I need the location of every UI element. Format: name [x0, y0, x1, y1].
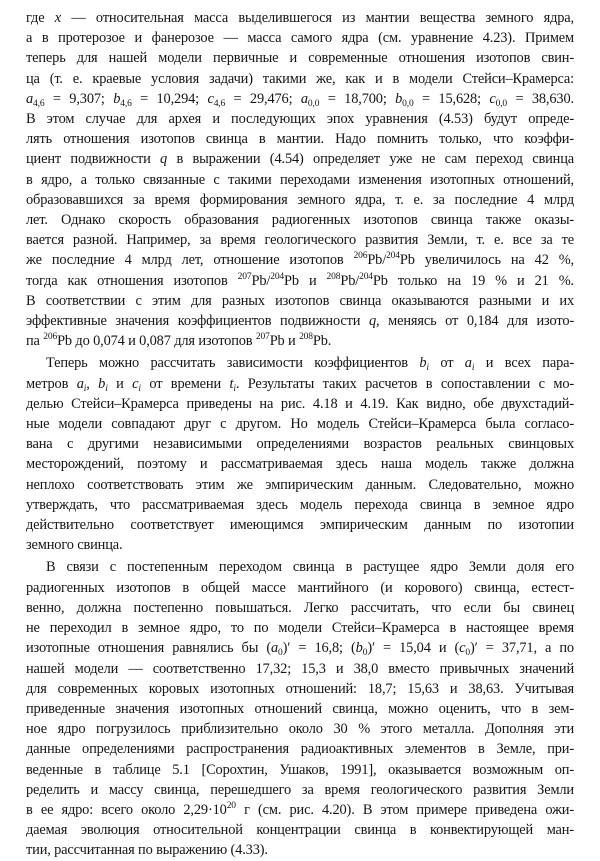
text-line: не переходил в земное ядро, то по модели Стейси–Крамерса в настоящее время [26, 620, 574, 637]
text-line: приведенные значения изотопных отношений свинца, можно оценить, что в зем- [26, 700, 574, 717]
text-line: венно, должна постепенно повышаться. Легко рассчитать, что если бы свинец [26, 599, 574, 616]
text-line: В этом случае для архея и последующих эпох уравнения (4.53) будут опреде- [26, 111, 574, 128]
text-line-coefficients: $a_{4,6} = 9,307$; $b_{4,6} = 10,294$; $c_{4,6} = 29,476$; $a_{0,0} = 18,700$; $b_{0,0} = 15,628$; $c_{0,0} = 38,630$. [26, 90, 574, 109]
text-line: а в протерозое и фанерозое — масса самого ядра (см. уравнение 4.23). Примем [26, 30, 574, 47]
text-line: вается разной. Например, за время геологического развития Земли, т. е. все за те [26, 232, 574, 249]
text-line: лет. Однако скорость образования радиогенных изотопов свинца также оказы- [26, 212, 574, 229]
text-line: тии, рассчитанная по выражению (4.33). [26, 842, 268, 859]
text-line: В связи с постепенным переходом свинца в растущее ядро Земли доля его [46, 559, 574, 576]
text-line: циент подвижности q в выражении (4.54) определяет уже не сам переход свинца [26, 151, 574, 168]
text-line: веденные в таблице 5.1 [Сорохтин, Ушаков, 1991], оказывается возможным оп- [26, 761, 574, 778]
text-line: земного свинца. [26, 537, 123, 554]
text-line: где x — относительная масса выделившегося из мантии вещества земного ядра, [26, 10, 574, 26]
text-line: данные определениями распространения радиоактивных элементов в Земле, при- [26, 741, 574, 758]
paragraph-1 [26, 8, 574, 351]
variable-x: x [54, 10, 62, 26]
text-line: нашей модели — соответственно 17,32; 15,3 и 38,0 вместо привычных значений [26, 660, 574, 677]
text-line: действительно соответствует имеющимся эмпирическим данным по изотопии [26, 517, 574, 534]
text-line: утверждать, что рассматриваемая здесь модель перехода свинца в земное ядро [26, 496, 574, 513]
text-line: эффективные значения коэффициентов подвижности q, меняясь от 0,184 для изото- [26, 313, 575, 330]
text-line: в ядро, а только связанные с такими переходами изменения изотопных отношений, [26, 171, 574, 188]
text-line-isotopes: же последние 4 млрд лет, отношение изотопов $^{206}$Pb/$^{204}$Pb увеличилось на 42 %, [26, 251, 574, 269]
text-line-isotopes: па $^{206}$Pb до 0,074 и 0,087 для изотопов $^{207}$Pb и $^{208}$Pb. [26, 332, 332, 350]
text-line: Теперь можно рассчитать зависимости коэффициентов $b_i$ от $a_i$ и всех пара- [46, 355, 574, 374]
text-line: лять отношения изотопов свинца в мантии. Надо помнить только, что коэффи- [26, 131, 574, 148]
text-line: неплохо соответствовать этим же эмпирическим данным. Следовательно, можно [26, 476, 574, 493]
text-line: ное ядро погрузилось приблизительно около 30 % этого металла. Дополняя эти [26, 721, 574, 738]
text-line: даемая эволюция относительной концентрации свинца в конвектирующей ман- [26, 822, 574, 839]
text-line: радиогенных изотопов в общей массе мантийного (и корового) свинца, естест- [26, 579, 574, 596]
text-line: ределить и массу свинца, перешедшего за время геологического развития Земли [26, 781, 574, 798]
text-line: делью Стейси–Крамерса приведены на рис. 4.18 и 4.19. Как видно, обе двухстадий- [26, 395, 574, 412]
text-line-isotopes: тогда как отношения изотопов $^{207}$Pb/$^{204}$Pb и $^{208}$Pb/$^{204}$Pb только на 19 % и 21 %. [26, 271, 574, 289]
text-line: ца (т. е. краевые условия задачи) такими же, как и в модели Стейси–Крамерса: [26, 70, 574, 87]
text-line: В соответствии с этим для разных изотопов свинца оказываются разными и их [26, 292, 574, 309]
text-line: месторождений, поэтому и рассматриваемая здесь наша модель также должна [26, 456, 574, 473]
text-line: теперь для нашей модели первичные и современные отношения изотопов свин- [26, 50, 574, 67]
text-line-ratios: изотопные отношения равнялись бы $(a_0)' = 16,8$; $(b_0)' = 15,04$ и $(c_0)' = 37,71$, а по [26, 640, 574, 659]
text-line: вана с другими независимыми определениями возрастов реальных свинцовых [26, 436, 574, 453]
text-line-mass: в ее ядро: всего около $2,29\cdot 10^{20}$ г (см. рис. 4.20). В этом примере приведена ожи- [26, 800, 574, 818]
paragraph-2 [26, 353, 574, 555]
paragraph-3 [26, 557, 574, 860]
text-line: метров $a_i$, $b_i$ и $c_i$ от времени $t_i$. Результаты таких расчетов в сопоставлении с мо- [26, 375, 575, 394]
text-line: образовавшихся за время формирования земного ядра, т. е. за последние 4 млрд [26, 191, 574, 208]
text-line: для современных коровых изотопных отношений: 18,7; 15,63 и 38,63. Учитывая [26, 680, 574, 697]
text-line: ные модели совпадают друг с другом. Но модель Стейси–Крамерса была согласо- [26, 416, 574, 433]
document-page [26, 8, 574, 861]
